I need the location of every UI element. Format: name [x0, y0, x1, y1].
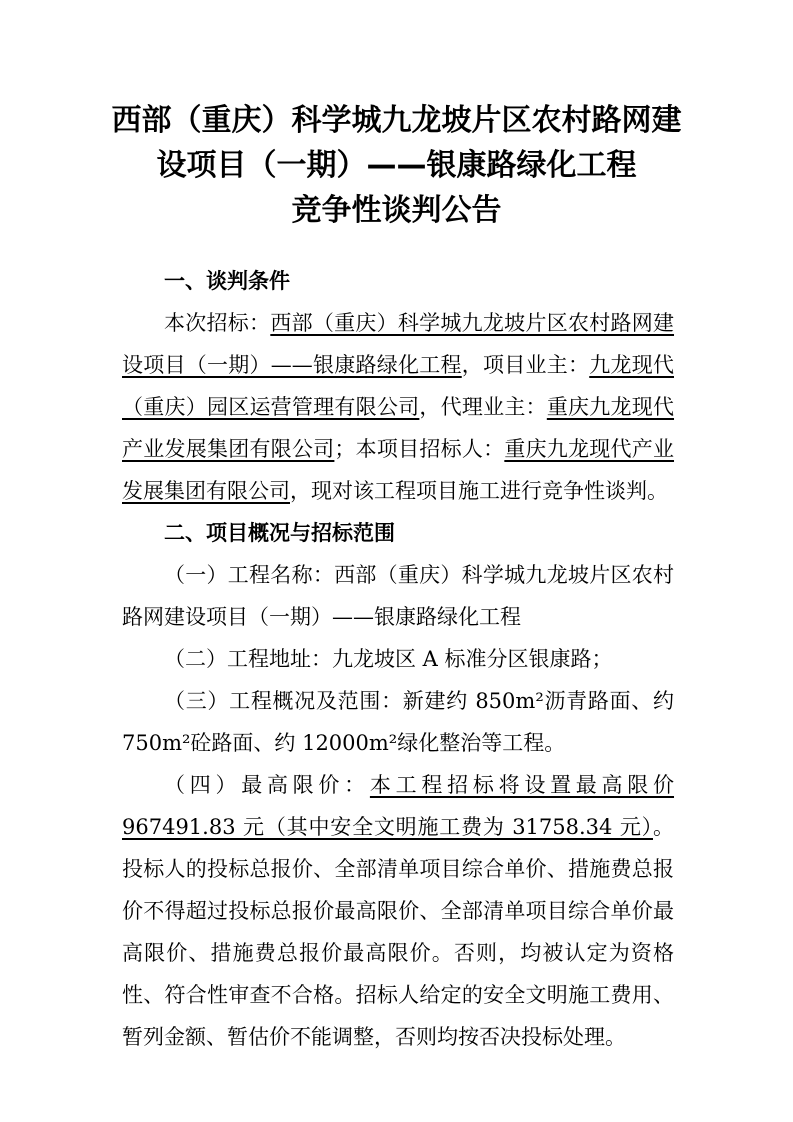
text-run: ；本项目招标人：	[334, 437, 505, 461]
section-heading-negotiation-conditions: 一、谈判条件	[164, 269, 290, 293]
text-run: ，代理业主：	[419, 395, 547, 419]
section-heading-project-overview: 二、项目概况与招标范围	[164, 521, 395, 545]
project-address-item: （二）工程地址：九龙坡区 A 标准分区银康路；	[164, 647, 613, 671]
text-run: 。投标人的投标总报价、全部清单项目综合单价、措施费总报价不得超过投标总报价最高限价、全部清单项目综合单价最高限价、措施费总报价最高限价。否则，均被认定为资格性、符合性审查不合格。招标人给定的安全文明施工费用、暂列金额、暂估价不能调整，否则均按否决投标处理。	[122, 815, 674, 1049]
project-scope-item: （三）工程概况及范围：新建约 850m²沥青路面、约 750m²砼路面、约 12000m²绿化整治等工程。	[122, 689, 674, 755]
max-price: 本工程招标将设置最高限价 967491.83 元（其中安全文明施工费为 31758.34 元）	[122, 773, 675, 839]
tenderer: 重庆九龙现代产业发展集团有限公司	[122, 437, 675, 503]
project-owner: 九龙现代（重庆）园区运营管理有限公司	[122, 353, 674, 419]
text-run: ，项目业主：	[461, 353, 590, 377]
project-name: 西部（重庆）科学城九龙坡片区农村路网建设项目（一期）——银康路绿化工程	[122, 311, 675, 377]
project-name-item: （一）工程名称：西部（重庆）科学城九龙坡片区农村路网建设项目（一期）——银康路绿化工程	[122, 563, 674, 629]
title-line-3: 竞争性谈判公告	[291, 193, 502, 228]
text-run: 本次招标：	[164, 311, 271, 335]
title-line-1: 西部（重庆）科学城九龙坡片区农村路网建	[111, 103, 682, 138]
agent-owner: 重庆九龙现代产业发展集团有限公司	[122, 395, 675, 461]
title-line-2: 设项目（一期）——银康路绿化工程	[156, 148, 637, 183]
negotiation-conditions-paragraph	[122, 302, 674, 512]
document-body	[122, 260, 674, 1058]
text-run: （四）最高限价：	[164, 773, 370, 797]
document-title	[100, 98, 693, 233]
text-run: ，现对该工程项目施工进行竞争性谈判。	[290, 479, 668, 503]
max-price-item	[122, 764, 674, 1058]
